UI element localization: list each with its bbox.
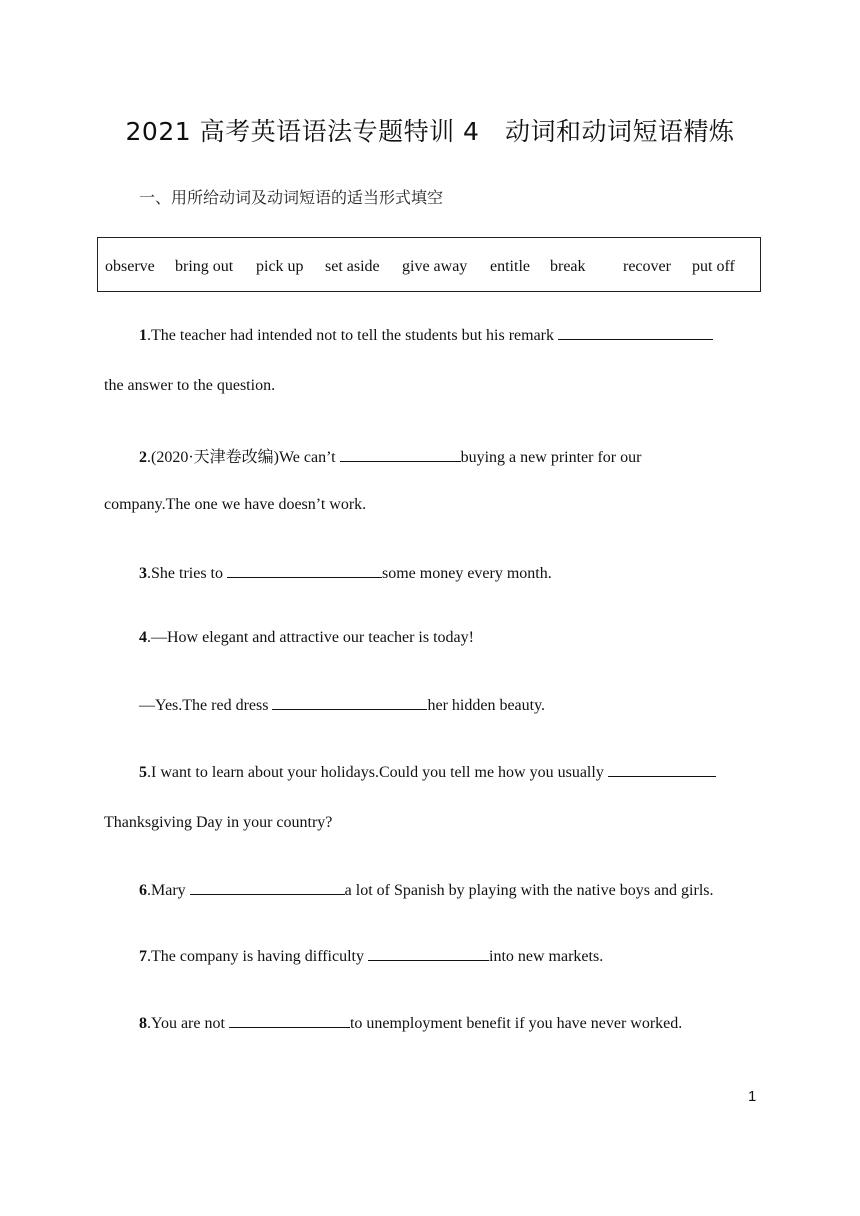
document-title: 2021 高考英语语法专题特训 4 动词和动词短语精炼 <box>125 117 735 146</box>
word-bank-box <box>97 237 761 292</box>
word-bank-item: put off <box>692 258 735 275</box>
question-text: .Mary <box>147 882 190 899</box>
question-text: her hidden beauty. <box>427 697 546 714</box>
word-bank-item: entitle <box>490 258 530 275</box>
question-text: —Yes.The red dress <box>139 697 273 714</box>
question-5 <box>139 762 716 782</box>
answer-blank[interactable] <box>340 447 461 462</box>
question-2-continuation: company.The one we have doesn’t work. <box>104 496 367 513</box>
question-3 <box>139 563 552 583</box>
word-bank-item: set aside <box>325 258 380 275</box>
answer-blank[interactable] <box>229 1013 350 1028</box>
section-heading: 一、用所给动词及动词短语的适当形式填空 <box>139 188 444 207</box>
question-5-continuation: Thanksgiving Day in your country? <box>104 814 333 831</box>
word-bank-item: bring out <box>175 258 234 275</box>
question-text: buying a new printer for our <box>460 449 642 466</box>
question-text: .You are not <box>147 1015 229 1032</box>
question-text: .—How elegant and attractive our teacher is today! <box>147 629 474 646</box>
question-2 <box>139 444 641 467</box>
word-bank-item: give away <box>402 258 468 275</box>
question-number: 5 <box>139 764 147 781</box>
word-bank-item: break <box>550 258 586 275</box>
question-text: into new markets. <box>489 948 604 965</box>
answer-blank[interactable] <box>272 695 427 710</box>
question-number: 8 <box>139 1015 147 1032</box>
question-4 <box>139 629 474 647</box>
question-6 <box>139 880 714 900</box>
answer-blank[interactable] <box>368 946 489 961</box>
question-number: 2 <box>139 449 147 466</box>
question-number: 7 <box>139 948 147 965</box>
question-number: 1 <box>139 327 147 344</box>
question-text: .She tries to <box>147 565 227 582</box>
question-text: a lot of Spanish by playing with the native boys and girls. <box>344 882 714 899</box>
question-number: 6 <box>139 882 147 899</box>
question-number: 4 <box>139 629 147 646</box>
question-text: to unemployment benefit if you have never worked. <box>349 1015 683 1032</box>
question-text: .The teacher had intended not to tell the students but his remark <box>147 327 558 344</box>
word-bank-item: observe <box>105 258 155 275</box>
question-1-continuation: the answer to the question. <box>104 377 276 394</box>
question-text: some money every month. <box>382 565 552 582</box>
answer-blank[interactable] <box>190 880 345 895</box>
page-number: 1 <box>748 1088 757 1105</box>
answer-blank[interactable] <box>558 325 713 340</box>
question-text: .The company is having difficulty <box>147 948 368 965</box>
question-7 <box>139 946 603 966</box>
question-number: 3 <box>139 565 147 582</box>
question-text: .I want to learn about your holidays.Could you tell me how you usually <box>147 764 608 781</box>
word-bank-item: recover <box>623 258 671 275</box>
question-8 <box>139 1013 682 1033</box>
answer-blank[interactable] <box>608 762 716 777</box>
question-1 <box>139 325 713 345</box>
answer-blank[interactable] <box>227 563 382 578</box>
word-bank-item: pick up <box>256 258 304 275</box>
question-4-reply <box>139 695 545 715</box>
question-text: .(2020·天津卷改编)We can’t <box>147 449 340 466</box>
